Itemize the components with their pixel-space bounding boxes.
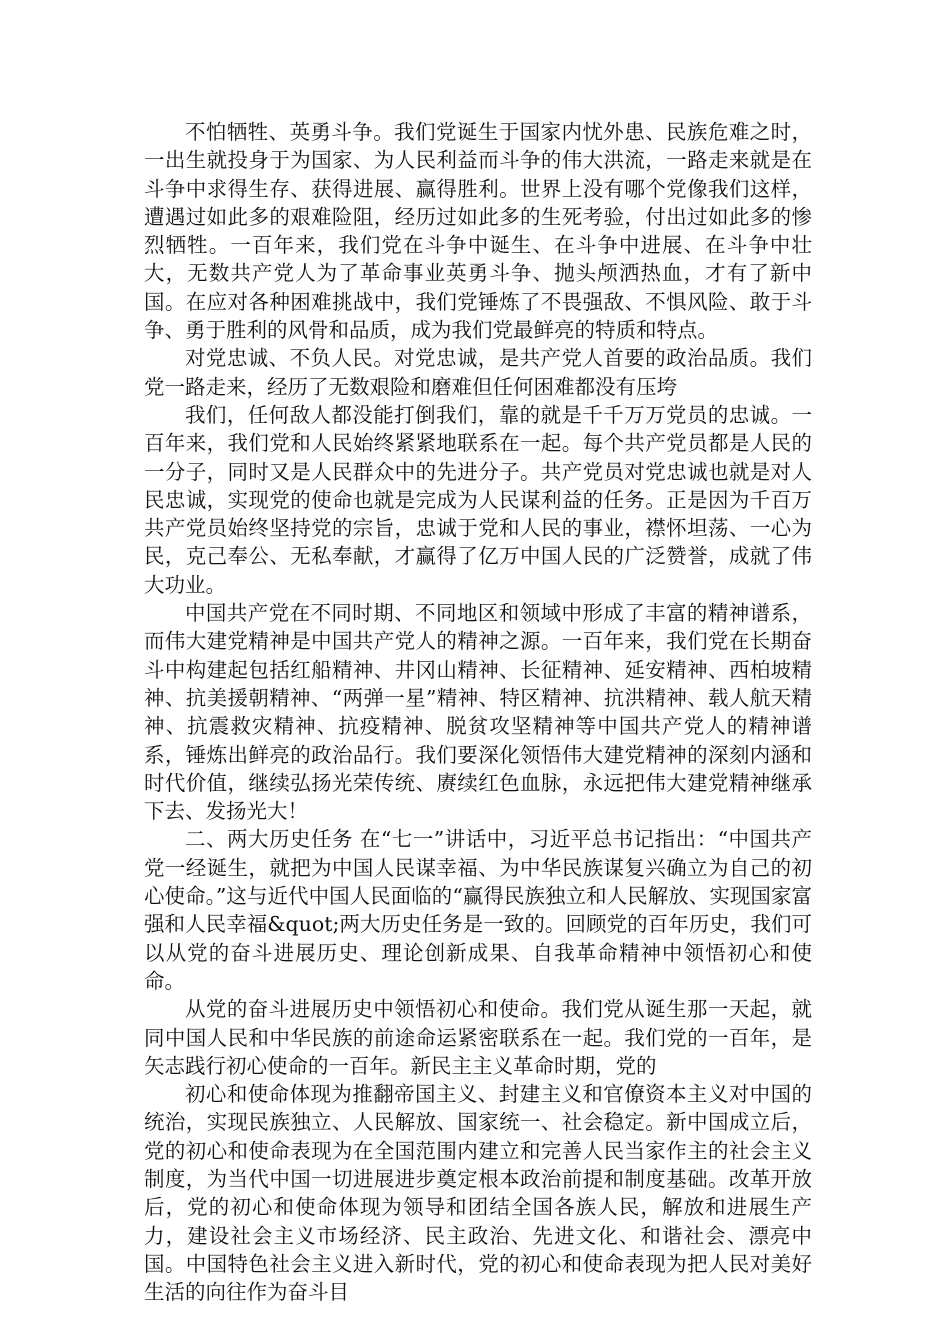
paragraph-struggle-history: 从党的奋斗进展历史中领悟初心和使命。我们党从诞生那一天起，就同中国人民和中华民族的前途命运紧密联系在一起。我们党的一百年，是矢志践行初心使命的一百年。新民主主义革命时期，党的 (144, 997, 812, 1078)
paragraph-struggle-spirit: 不怕牺牲、英勇斗争。我们党诞生于国家内忧外患、民族危难之时，一出生就投身于为国家、为人民利益而斗争的伟大洪流，一路走来就是在斗争中求得生存、获得进展、赢得胜利。世界上没有哪个党像我们这样，遭遇过如此多的艰难险阻，经历过如此多的生死考验，付出过如此多的惨烈牺牲。一百年来，我们党在斗争中诞生、在斗争中进展、在斗争中壮大，无数共产党人为了革命事业英勇斗争、抛头颅洒热血，才有了新中国。在应对各种困难挑战中，我们党锤炼了不畏强敌、不惧风险、敢于斗争、勇于胜利的风骨和品质，成为我们党最鲜亮的特质和特点。 (144, 120, 812, 343)
paragraph-two-historic-tasks: 二、两大历史任务 在“七一”讲话中，习近平总书记指出：“中国共产党一经诞生，就把为中国人民谋幸福、为中华民族谋复兴确立为自己的初心使命。”这与近代中国人民面临的“赢得民族独立和人民解放、实现国家富强和人民幸福&quot;两大历史任务是一致的。回顾党的百年历史，我们可以从党的奋斗进展历史、理论创新成果、自我革命精神中领悟初心和使命。 (144, 827, 812, 993)
paragraph-spiritual-lineage: 中国共产党在不同时期、不同地区和领域中形成了丰富的精神谱系，而伟大建党精神是中国共产党人的精神之源。一百年来，我们党在长期奋斗中构建起包括红船精神、井冈山精神、长征精神、延安精神、西柏坡精神、抗美援朝精神、“两弹一星”精神、特区精神、抗洪精神、载人航天精神、抗震救灾精神、抗疫精神、脱贫攻坚精神等中国共产党人的精神谱系，锤炼出鲜亮的政治品行。我们要深化领悟伟大建党精神的深刻内涵和时代价值，继续弘扬光荣传统、赓续红色血脉，永远把伟大建党精神继承下去、发扬光大！ (144, 601, 812, 824)
paragraph-mission-periods: 初心和使命体现为推翻帝国主义、封建主义和官僚资本主义对中国的统治，实现民族独立、人民解放、国家统一、社会稳定。新中国成立后，党的初心和使命表现为在全国范围内建立和完善人民当家作主的社会主义制度，为当代中国一切进展进步奠定根本政治前提和制度基础。改革开放后，党的初心和使命体现为领导和团结全国各族人民，解放和进展生产力，建设社会主义市场经济、民主政治、先进文化、和谐社会、漂亮中国。中国特色社会主义进入新时代，党的初心和使命表现为把人民对美好生活的向往作为奋斗目 (144, 1082, 812, 1305)
paragraph-loyalty-intro: 对党忠诚、不负人民。对党忠诚，是共产党人首要的政治品质。我们党一路走来，经历了无数艰险和磨难但任何困难都没有压垮 (144, 346, 812, 399)
document-body (144, 118, 812, 1306)
paragraph-loyalty-continued: 我们，任何敌人都没能打倒我们，靠的就是千千万万党员的忠诚。一百年来，我们党和人民始终紧紧地联系在一起。每个共产党员都是人民的一分子，同时又是人民群众中的先进分子。共产党员对党忠诚也就是对人民忠诚，实现党的使命也就是完成为人民谋利益的任务。正是因为千百万共产党员始终坚持党的宗旨，忠诚于党和人民的事业，襟怀坦荡、一心为民，克己奉公、无私奉献，才赢得了亿万中国人民的广泛赞誉，成就了伟大功业。 (144, 402, 812, 597)
